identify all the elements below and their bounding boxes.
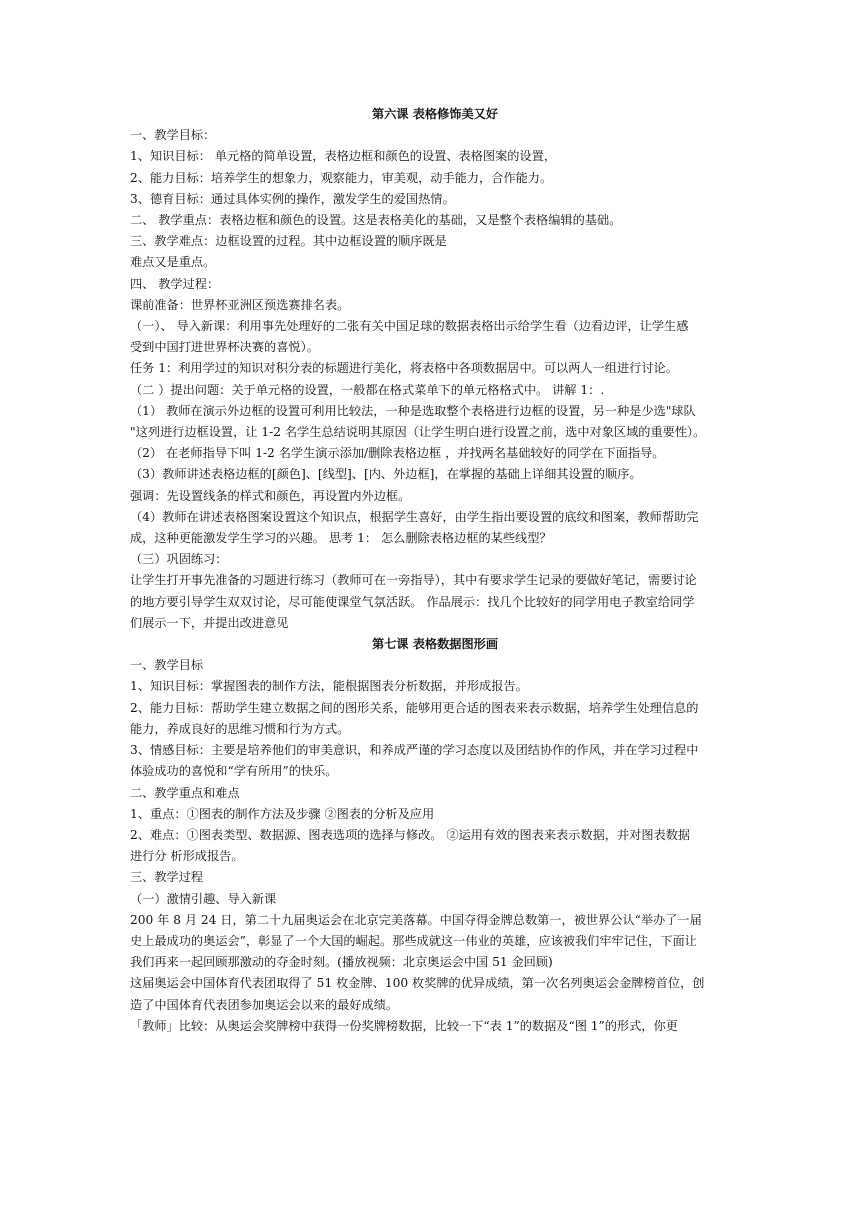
document-page — [130, 104, 740, 1037]
text-line: 成，这种更能激发学生学习的兴趣。 思考 1： 怎么删除表格边框的某些线型？ — [130, 531, 552, 546]
text-line: 3、德育目标：通过具体实例的操作，激发学生的爱国热情。 — [130, 191, 455, 206]
text-line: 四、 教学过程： — [130, 276, 220, 291]
text-line: 受到中国打进世界杯决赛的喜悦）。 — [130, 340, 319, 355]
text-line: 1、知识目标： 单元格的简单设置，表格边框和颜色的设置、表格图案的设置， — [130, 149, 557, 164]
text-line: （一）激情引趣、导入新课 — [130, 891, 277, 906]
text-line: 三、教学难点：边框设置的过程。其中边框设置的顺序既是 — [130, 234, 447, 249]
text-line: 2、难点：①图表类型、数据源、图表选项的选择与修改。 ②运用有效的图表来表示数据，并对图表数据 — [130, 827, 691, 842]
text-line: 进行分 析形成报告。 — [130, 849, 244, 864]
text-line: 1、知识目标：掌握图表的制作方法，能根据图表分析数据，并形成报告。 — [130, 679, 528, 694]
lesson7-title: 第七课 表格数据图形画 — [371, 637, 499, 652]
text-line: 2、能力目标：帮助学生建立数据之间的图形关系，能够用更合适的图表来表示数据，培养学生处理信息的 — [130, 700, 699, 715]
text-line: （二 ）提出问题：关于单元格的设置，一般都在格式菜单下的单元格格式中。 讲解 1：. — [130, 382, 605, 397]
text-line: 1、重点：①图表的制作方法及步骤 ②图表的分析及应用 — [130, 806, 435, 821]
text-line: 二、教学重点和难点 — [130, 785, 240, 800]
text-line: 三、教学过程 — [130, 870, 204, 885]
text-line: 二、 教学重点：表格边框和颜色的设置。这是表格美化的基础，又是整个表格编辑的基础。 — [130, 213, 622, 228]
text-line: （三）巩固练习： — [130, 552, 228, 567]
lesson6-title: 第六课 表格修饰美又好 — [371, 107, 499, 121]
text-line: 们展示一下，并提出改进意见 — [130, 615, 289, 630]
text-line: 2、能力目标：培养学生的想象力，观察能力，审美观，动手能力，合作能力。 — [130, 170, 553, 185]
text-line: （一）、 导入新课：利用事先处理好的二张有关中国足球的数据表格出示给学生看（边看边评，让学生感 — [130, 319, 689, 334]
text-line: 能力，养成良好的思维习惯和行为方式。 — [130, 721, 350, 736]
text-line: 这届奥运会中国体育代表团取得了 51 枚金牌、100 枚奖牌的优异成绩，第一次名列奥运会金牌榜首位，创 — [130, 976, 705, 991]
lesson6-body — [130, 125, 740, 634]
text-line: 任务 1：利用学过的知识对积分表的标题进行美化，将表格中各项数据居中。可以两人一组进行讨论。 — [130, 361, 678, 376]
text-line: 课前准备：世界杯亚洲区预选赛排名表。 — [130, 297, 350, 312]
text-line: 让学生打开事先准备的习题进行练习（教师可在一旁指导），其中有要求学生记录的要做好笔记，需要讨论 — [130, 573, 697, 588]
text-line: 3、情感目标：主要是培养他们的审美意识，和养成严谨的学习态度以及团结协作的作风，并在学习过程中 — [130, 743, 699, 758]
text-line: 「教师」比较：从奥运会奖牌榜中获得一份奖牌榜数据，比较一下“表 1”的数据及“图 1”的形式，你更 — [130, 1018, 678, 1033]
text-line: 史上最成功的奥运会”，彰显了一个大国的崛起。那些成就这一伟业的英雄，应该被我们牢牢记住，下面让 — [130, 933, 697, 948]
text-line: 一、教学目标： — [130, 128, 216, 143]
text-line: 我们再来一起回顾那激动的夺金时刻。(播放视频：北京奥运会中国 51 金回顾) — [130, 955, 553, 970]
text-line: 强调：先设置线条的样式和颜色，再设置内外边框。 — [130, 488, 411, 503]
text-line: 体验成功的喜悦和“学有所用”的快乐。 — [130, 764, 338, 779]
text-line: 的地方要引导学生双双讨论，尽可能使课堂气氛活跃。 作品展示：找几个比较好的同学用电子教室给同学 — [130, 594, 695, 609]
text-line: 造了中国体育代表团参加奥运会以来的最好成绩。 — [130, 997, 399, 1012]
text-line: （1） 教师在演示外边框的设置可利用比较法，一种是选取整个表格进行边框的设置，另一种是少选"球队 — [130, 403, 696, 418]
text-line: 200 年 8 月 24 日，第二十九届奥运会在北京完美落幕。中国夺得金牌总数第一，被世界公认“举办了一届 — [130, 912, 702, 927]
text-line: （2） 在老师指导下叫 1-2 名学生演示添加/删除表格边框 ，并找两名基础较好的同学在下面指导。 — [130, 446, 665, 461]
text-line: （4）教师在讲述表格图案设置这个知识点，根据学生喜好，由学生指出要设置的底纹和图案，教师帮助完 — [130, 509, 699, 524]
text-line: 难点又是重点。 — [130, 255, 216, 270]
text-line: 一、教学目标 — [130, 658, 204, 673]
text-line: "这列进行边框设置，让 1-2 名学生总结说明其原因（让学生明白进行设置之前，选中对象区域的重要性）。 — [130, 425, 706, 440]
text-line: （3）教师讲述表格边框的[颜色]、[线型]、[内、外边框]，在掌握的基础上详细其设置的顺序。 — [130, 467, 642, 482]
lesson7-body — [130, 655, 740, 1037]
